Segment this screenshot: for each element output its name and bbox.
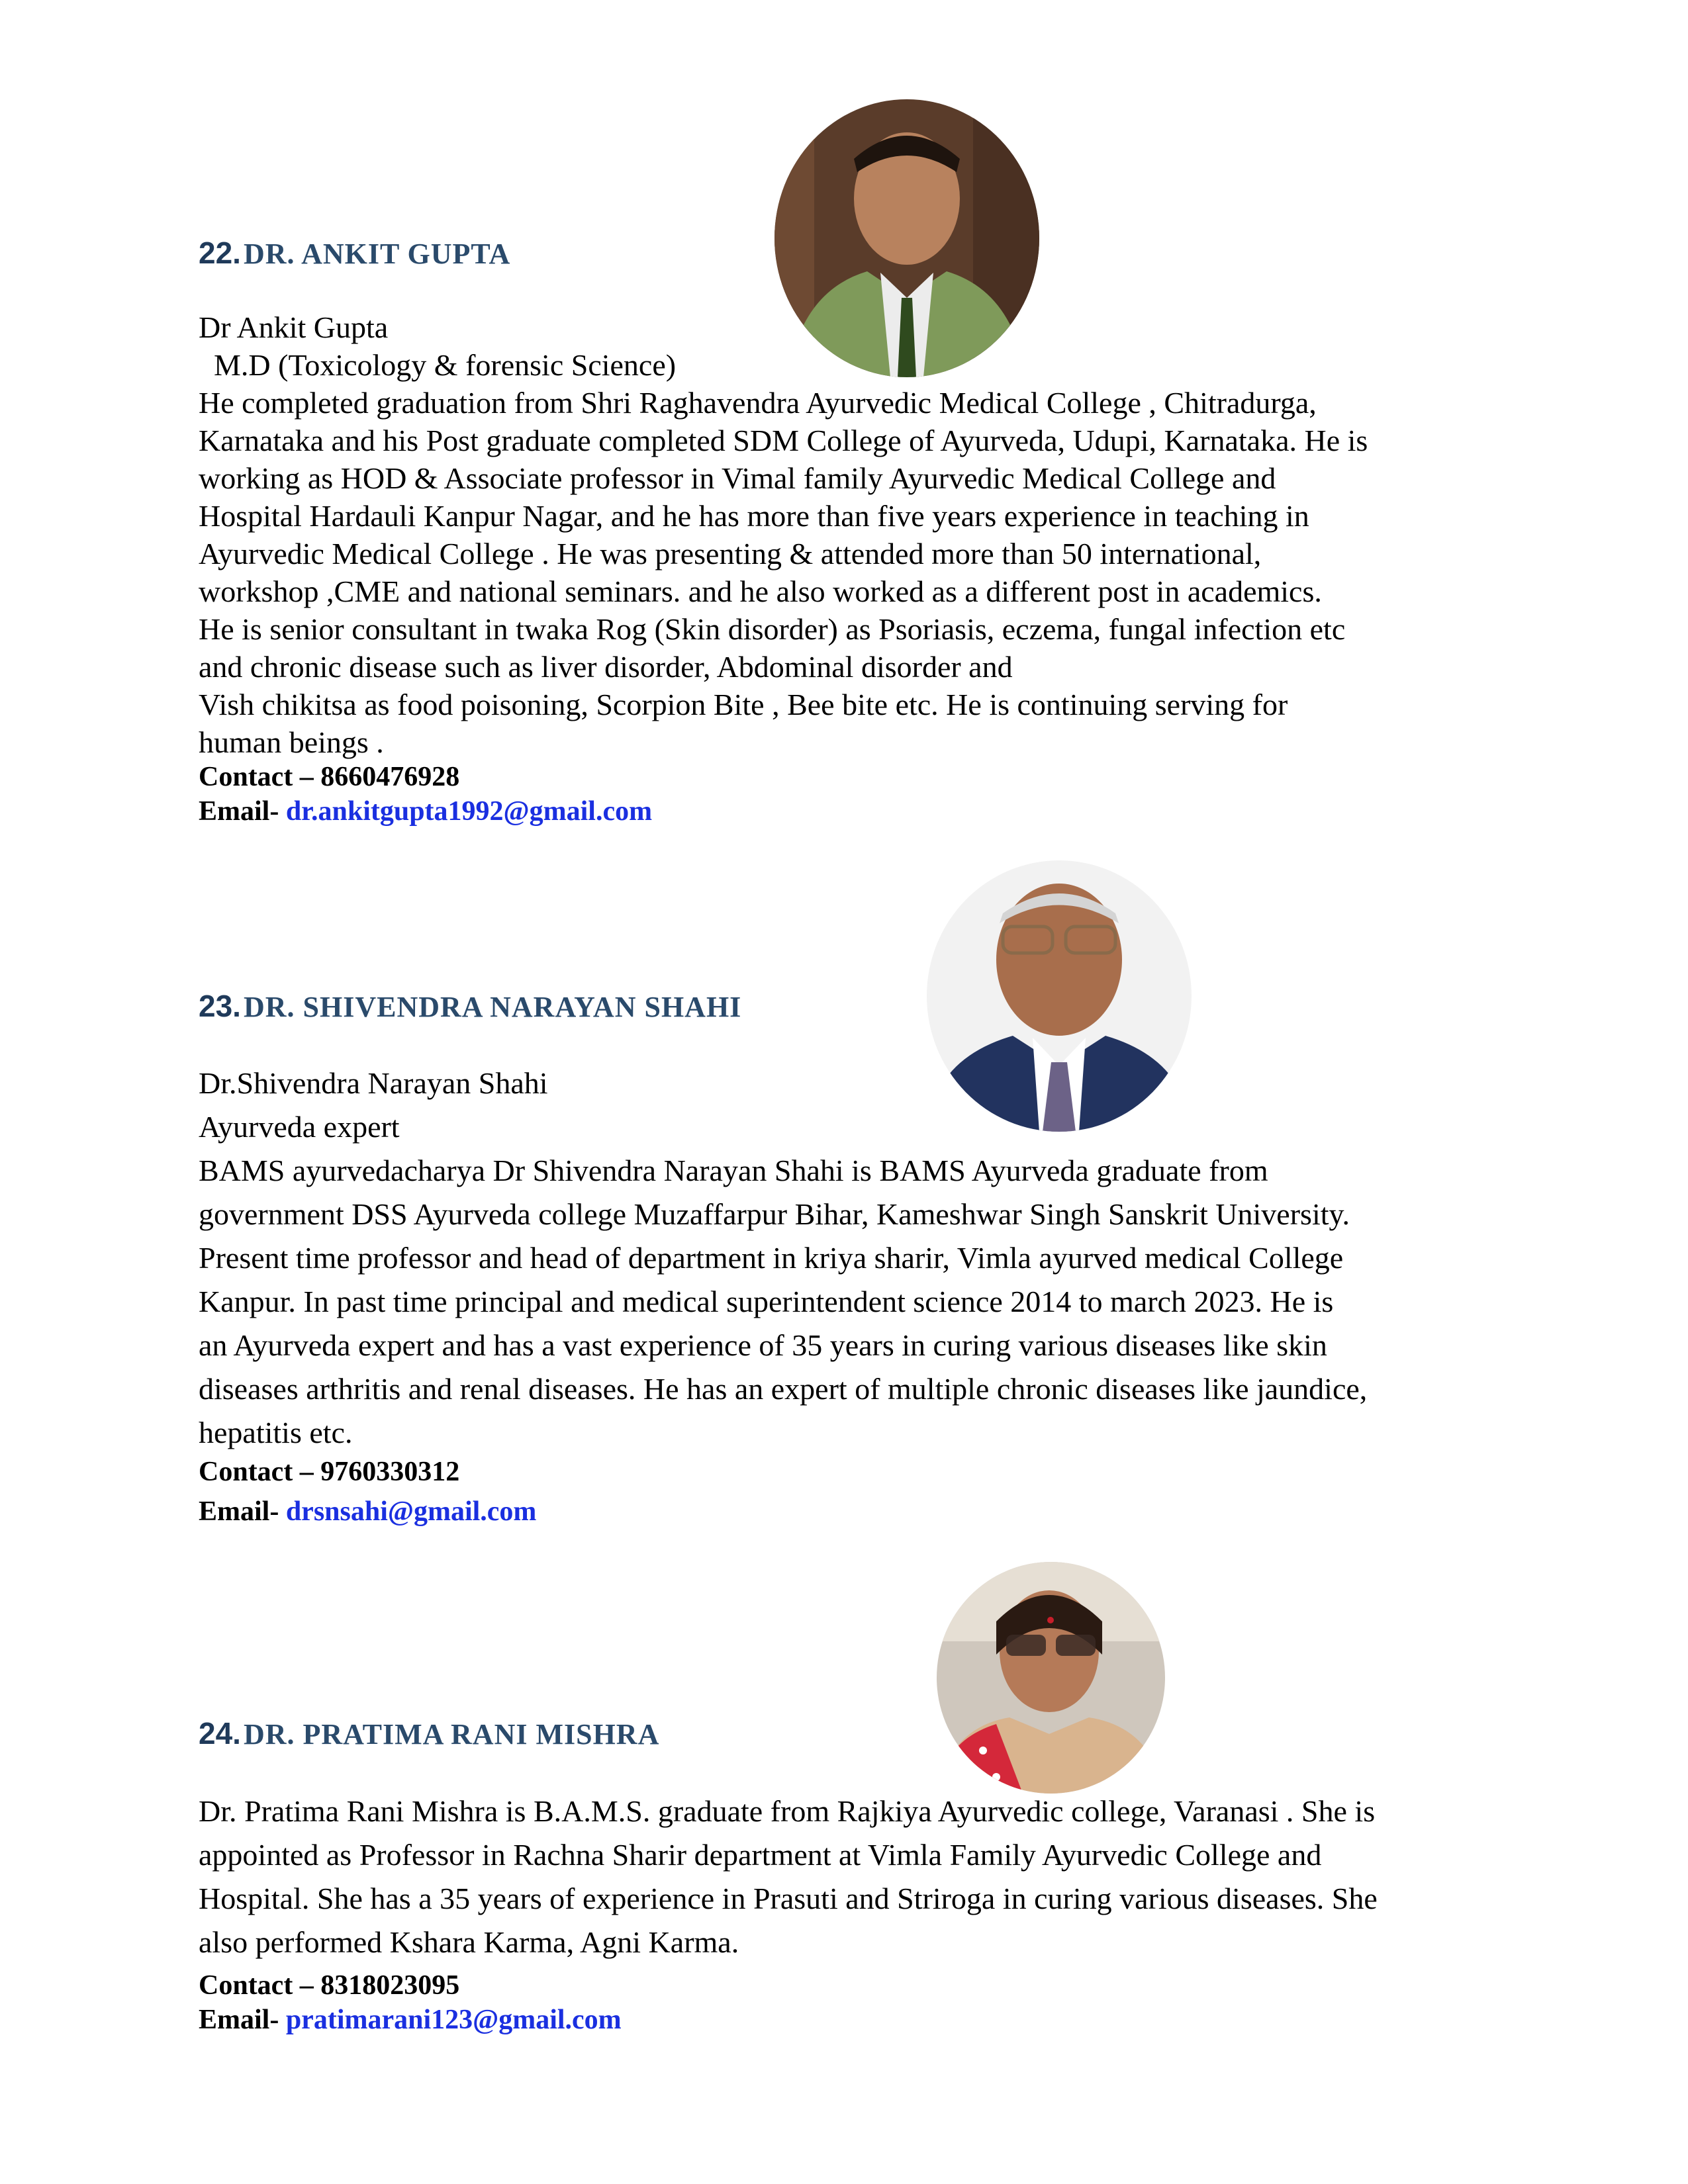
contact-email [199,2004,622,2036]
bio-line: government DSS Ayurveda college Muzaffarpur Bihar, Kameshwar Singh Sanskrit University. [199,1197,1350,1231]
bio-line: Dr.Shivendra Narayan Shahi [199,1066,548,1100]
bio-line: an Ayurveda expert and has a vast experience of 35 years in curing various diseases like skin [199,1328,1327,1362]
bio-line: diseases arthritis and renal diseases. He has an expert of multiple chronic diseases like jaundice, [199,1372,1368,1406]
email-label: Email- [199,796,286,827]
contact-phone: Contact – 9760330312 [199,1457,460,1487]
contact-phone: Contact – 8660476928 [199,762,460,792]
entry-name: DR. PRATIMA RANI MISHRA [243,1718,660,1751]
bio-line: hepatitis etc. [199,1416,353,1449]
bio-line: and chronic disease such as liver disorder, Abdominal disorder and [199,650,1013,684]
email-link[interactable]: dr.ankitgupta1992@gmail.com [285,796,653,827]
bio-line: workshop ,CME and national seminars. and he also worked as a different post in academics. [199,574,1322,608]
entry-heading [199,235,510,271]
bio-line: appointed as Professor in Rachna Sharir department at Vimla Family Ayurvedic College and [199,1838,1322,1872]
bio-line: Vish chikitsa as food poisoning, Scorpion Bite , Bee bite etc. He is continuing serving for [199,688,1288,721]
entry-24 [199,1562,1523,2065]
portrait-photo [774,99,1039,377]
bio-line: Present time professor and head of department in kriya sharir, Vimla ayurved medical College [199,1241,1344,1275]
bio-line: working as HOD & Associate professor in Vimal family Ayurvedic Medical College and [199,461,1276,495]
bio-line: He is senior consultant in twaka Rog (Skin disorder) as Psoriasis, eczema, fungal infection etc [199,612,1346,646]
entry-22 [199,99,1523,841]
entry-name: DR. ANKIT GUPTA [243,238,511,270]
bio-line: Karnataka and his Post graduate completed SDM College of Ayurveda, Udupi, Karnataka. He is [199,424,1368,457]
entry-23 [199,860,1523,1542]
entry-number: 23. [199,989,241,1023]
email-label: Email- [199,1496,286,1527]
entry-number: 24. [199,1716,241,1751]
bio-line: Ayurvedic Medical College . He was presenting & attended more than 50 international, [199,537,1262,570]
contact-email [199,1496,536,1527]
email-link[interactable]: drsnsahi@gmail.com [285,1496,537,1527]
bio-line: Ayurveda expert [199,1110,400,1144]
bio-line: Kanpur. In past time principal and medical superintendent science 2014 to march 2023. He is [199,1285,1334,1318]
entry-heading [199,1715,659,1751]
bio-line: Dr Ankit Gupta [199,310,389,344]
contact-email [199,796,652,827]
contact-phone: Contact – 8318023095 [199,1970,460,2001]
entry-name: DR. SHIVENDRA NARAYAN SHAHI [243,991,742,1023]
bio-line: human beings . [199,725,384,759]
bio-line: Hospital Hardauli Kanpur Nagar, and he has more than five years experience in teaching in [199,499,1309,533]
email-label: Email- [199,2005,286,2035]
entry-number: 22. [199,236,241,270]
bio-line: Hospital. She has a 35 years of experience in Prasuti and Striroga in curing various diseases. She [199,1882,1378,1915]
email-link[interactable]: pratimarani123@gmail.com [285,2005,622,2035]
entry-heading [199,988,741,1024]
bio-line: BAMS ayurvedacharya Dr Shivendra Narayan Shahi is BAMS Ayurveda graduate from [199,1154,1268,1187]
portrait-photo [937,1562,1165,1794]
bio-line: Dr. Pratima Rani Mishra is B.A.M.S. graduate from Rajkiya Ayurvedic college, Varanasi . She is [199,1794,1376,1828]
bio-line: also performed Kshara Karma, Agni Karma. [199,1925,739,1959]
bio-line: M.D (Toxicology & forensic Science) [199,348,677,382]
bio-line: He completed graduation from Shri Raghavendra Ayurvedic Medical College , Chitradurga, [199,386,1317,420]
portrait-photo [927,860,1192,1132]
